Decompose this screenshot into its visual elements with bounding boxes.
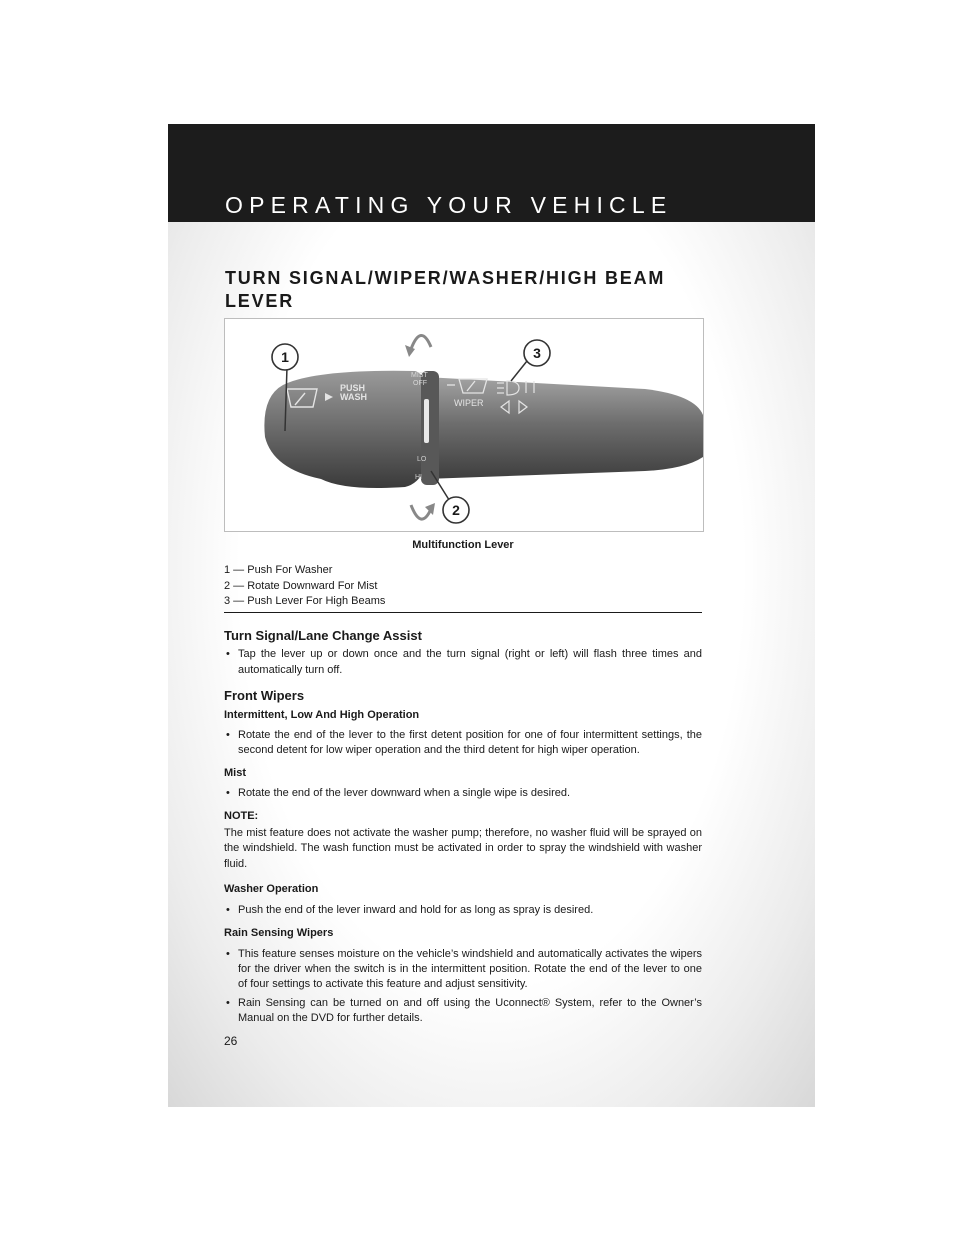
figure-caption: Multifunction Lever — [412, 539, 514, 551]
callout-1 — [272, 344, 298, 370]
bullet-dot: • — [226, 903, 230, 916]
lever-illustration — [225, 319, 703, 531]
list-item — [224, 786, 702, 801]
list-item — [224, 647, 702, 678]
page-content — [224, 628, 702, 1030]
multifunction-lever-figure — [224, 318, 704, 532]
callout-2 — [443, 497, 469, 523]
chapter-banner — [168, 124, 815, 222]
section-title: TURN SIGNAL/WIPER/WASHER/HIGH BEAM LEVER — [225, 268, 666, 311]
list-item-text: Rain Sensing can be turned on and off using the Uconnect® System, refer to the Owner’s Manual on the DVD for further details. — [238, 996, 702, 1025]
lo-label: LO — [417, 456, 427, 463]
legend-item: 3 — Push Lever For High Beams — [224, 595, 386, 607]
page-number: 26 — [224, 1034, 238, 1048]
wiper-label: WIPER — [454, 398, 484, 408]
list-item — [224, 947, 702, 993]
legend-item: 1 — Push For Washer — [224, 564, 333, 576]
rain-heading: Rain Sensing Wipers — [224, 927, 334, 940]
push-label: PUSH — [340, 383, 366, 393]
mist-label: MIST — [411, 372, 428, 379]
intermittent-heading: Intermittent, Low And High Operation — [224, 708, 420, 721]
rotate-up-arrow — [411, 335, 431, 349]
list-item-text: Push the end of the lever inward and hold for as long as spray is desired. — [238, 903, 594, 916]
bullet-dot: • — [226, 648, 230, 661]
off-label: OFF — [413, 380, 427, 387]
callout-3-line — [511, 361, 527, 381]
rotary-ring — [421, 371, 439, 485]
washer-heading: Washer Operation — [224, 883, 319, 896]
manual-page — [168, 124, 815, 1107]
mist-heading: Mist — [224, 766, 246, 779]
list-item — [224, 903, 702, 918]
front-wipers-heading: Front Wipers — [224, 688, 305, 704]
callout-1-number: 1 — [281, 349, 289, 365]
callout-2-number: 2 — [452, 502, 460, 518]
legend-divider — [224, 612, 702, 613]
bullet-dot: • — [226, 729, 230, 742]
bullet-dot: • — [226, 947, 230, 960]
note-heading: NOTE: — [224, 809, 259, 822]
hi-label: HI — [415, 474, 422, 481]
list-item — [224, 728, 702, 759]
list-item-text: Tap the lever up or down once and the turn signal (right or left) will flash three times and automatically turn off. — [238, 648, 702, 676]
turn-signal-heading: Turn Signal/Lane Change Assist — [224, 628, 422, 643]
list-item-text: This feature senses moisture on the vehicle’s windshield and automatically activates the wipers for the driver when the switch is in the intermittent position. Rotate the end of the lever to one of four settings to activate this feature and adjust sensitivity. — [238, 947, 702, 991]
wash-label: WASH — [340, 392, 367, 402]
figure-legend — [224, 563, 702, 610]
bullet-dot: • — [226, 787, 230, 800]
list-item-text: Rotate the end of the lever to the first detent position for one of four intermittent settings, the second detent for low wiper operation and the third detent for high wiper operation. — [238, 729, 702, 757]
lever-stalk — [425, 377, 703, 479]
list-item-text: Rotate the end of the lever downward when a single wipe is desired. — [238, 787, 571, 800]
bullet-dot: • — [226, 996, 230, 1009]
chapter-title: OPERATING YOUR VEHICLE — [225, 192, 673, 218]
legend-item: 2 — Rotate Downward For Mist — [224, 579, 378, 592]
callout-3 — [524, 340, 550, 366]
note-text: The mist feature does not activate the washer pump; therefore, no washer fluid will be sprayed on the windshield. The wash function must be activated in order to spray the windshield with washer fluid. — [224, 827, 702, 870]
ring-indicator — [424, 399, 429, 443]
list-item — [224, 996, 702, 1027]
callout-3-number: 3 — [533, 345, 541, 361]
